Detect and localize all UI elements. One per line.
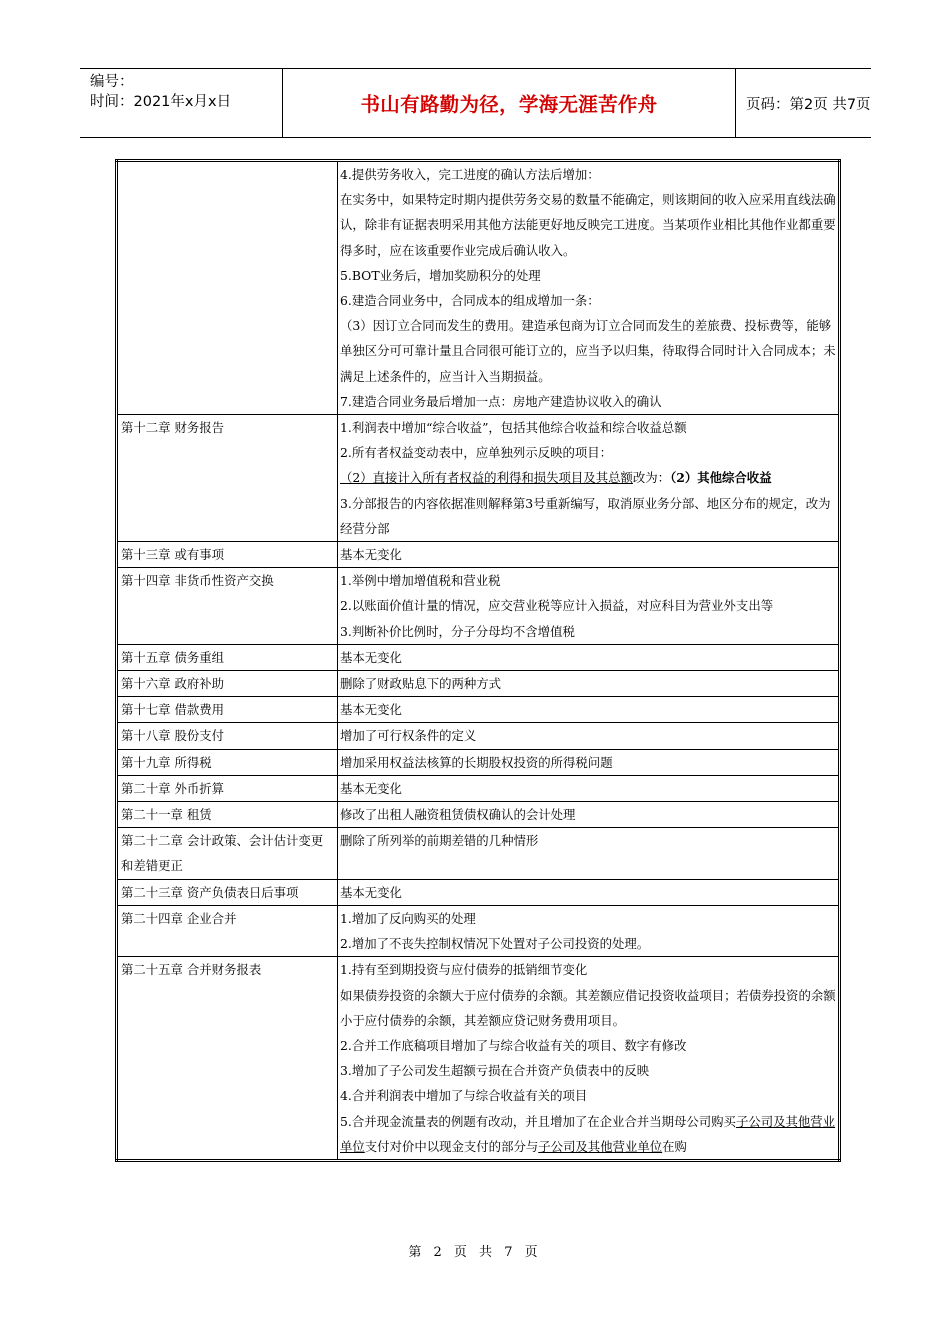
underlined-text: 子公司及其他营业单位 (538, 1138, 663, 1154)
table-row (117, 749, 840, 775)
plain-text: 支付对价中以现金支付的部分与 (364, 1138, 539, 1154)
content-cell (338, 957, 840, 1161)
content-line: （3）因订立合同而发生的费用。建造承包商为订立合同而发生的差旅费、投标费等，能够单独区分可可靠计量且合同很可能订立的，应当予以归集，待取得合同时计入合同成本；未满足上述条件的，应当计入当期损益。 (340, 318, 836, 384)
content-line: 2.以账面价值计量的情况，应交营业税等应计入损益，对应科目为营业外支出等 (340, 598, 774, 614)
content-line: 2.合并工作底稿项目增加了与综合收益有关的项目、数字有修改 (340, 1037, 687, 1053)
chapter-cell: 第十八章 股份支付 (117, 723, 338, 749)
table-row (117, 697, 840, 723)
table-row (117, 775, 840, 801)
content-line: 7.建造合同业务最后增加一点：房地产建造协议收入的确认 (340, 393, 662, 409)
content-cell (338, 415, 840, 542)
content-cell: 删除了财政贴息下的两种方式 (338, 671, 840, 697)
underlined-text: 子公司及其他营业单位 (340, 1113, 836, 1154)
content-cell: 增加采用权益法核算的长期股权投资的所得税问题 (338, 749, 840, 775)
chapter-cell: 第二十章 外币折算 (117, 775, 338, 801)
content-cell: 删除了所列举的前期差错的几种情形 (338, 828, 840, 879)
chapter-cell: 第十三章 或有事项 (117, 542, 338, 568)
chapter-cell: 第二十三章 资产负债表日后事项 (117, 879, 338, 905)
chapter-cell: 第二十四章 企业合并 (117, 905, 338, 956)
content-line: 如果债券投资的余额大于应付债券的余额。其差额应借记投资收益项目；若债券投资的余额小于应付债券的余额，其差额应贷记财务费用项目。 (340, 987, 836, 1028)
content-cell: 增加了可行权条件的定义 (338, 723, 840, 749)
content-line: 2.所有者权益变动表中，应单独列示反映的项目： (340, 445, 613, 461)
chapter-cell: 第十四章 非货币性资产交换 (117, 568, 338, 645)
table-row (117, 828, 840, 879)
content-line: 3.分部报告的内容依据准则解释第3号重新编写，取消原业务分部、地区分布的规定，改为经营分部 (340, 495, 831, 536)
content-line: 3.判断补价比例时，分子分母均不含增值税 (340, 623, 575, 639)
header-left-cell (80, 69, 282, 137)
content-line: 在实务中，如果特定时期内提供劳务交易的数量不能确定，则该期间的收入应采用直线法确认，除非有证据表明采用其他方法能更好地反映完工进度。当某项作业相比其他作业都重要得多时，应在该重要作业完成后确认收入。 (340, 192, 836, 258)
content-line: 4.合并利润表中增加了与综合收益有关的项目 (340, 1088, 588, 1104)
content-line: 6.建造合同业务中，合同成本的组成增加一条： (340, 293, 600, 309)
content-line: 4.提供劳务收入，完工进度的确认方法后增加： (340, 167, 600, 182)
content-line: 1.增加了反向购买的处理 (340, 910, 476, 926)
plain-text: 改为： (632, 470, 671, 486)
chapter-cell: 第二十二章 会计政策、会计估计变更和差错更正 (117, 828, 338, 879)
content-line: 1.举例中增加增值税和营业税 (340, 573, 501, 589)
table-row (117, 568, 840, 645)
table-row (117, 802, 840, 828)
content-line (340, 465, 836, 490)
table-row (117, 905, 840, 956)
content-line: 1.持有至到期投资与应付债券的抵销细节变化 (340, 962, 588, 978)
underlined-text: （2）直接计入所有者权益的利得和损失项目及其总额 (340, 470, 633, 486)
table-row (117, 879, 840, 905)
changes-table (115, 159, 841, 1162)
table-row (117, 957, 840, 1161)
content-line: 5.BOT业务后，增加奖励积分的处理 (340, 267, 541, 283)
chapter-cell: 第十九章 所得税 (117, 749, 338, 775)
chapter-cell (117, 161, 338, 415)
content-cell (338, 568, 840, 645)
content-line: 3.增加了子公司发生超额亏损在合并资产负债表中的反映 (340, 1063, 650, 1079)
page-footer: 第 2 页 共 7 页 (408, 1245, 542, 1260)
content-cell: 基本无变化 (338, 879, 840, 905)
header-page-info: 页码：第2页 共7页 (746, 96, 871, 113)
page-header (80, 68, 871, 138)
table-row (117, 542, 840, 568)
chapter-cell: 第十七章 借款费用 (117, 697, 338, 723)
table-row (117, 415, 840, 542)
plain-text: 5.合并现金流量表的例题有改动，并且增加了在企业合并当期母公司购买 (340, 1113, 736, 1129)
header-motto: 书山有路勤为径，学海无涯苦作舟 (360, 93, 658, 116)
content-cell (338, 161, 840, 415)
content-cell: 基本无变化 (338, 542, 840, 568)
content-cell: 基本无变化 (338, 775, 840, 801)
table-row (117, 644, 840, 670)
content-line: 1.利润表中增加“综合收益”，包括其他综合收益和综合收益总额 (340, 420, 687, 436)
header-motto-cell (282, 69, 736, 137)
plain-text: 在购 (662, 1138, 687, 1154)
document-number-label: 编号： (90, 74, 134, 90)
content-cell: 修改了出租人融资租赁债权确认的会计处理 (338, 802, 840, 828)
content-line: 2.增加了不丧失控制权情况下处置对子公司投资的处理。 (340, 936, 650, 952)
bold-text: （2）其他综合收益 (670, 470, 772, 486)
content-cell: 基本无变化 (338, 697, 840, 723)
table-row (117, 671, 840, 697)
chapter-cell: 第二十五章 合并财务报表 (117, 957, 338, 1161)
document-date: 时间：2021年x月x日 (90, 94, 232, 110)
table-row (117, 723, 840, 749)
table-row (117, 161, 840, 415)
content-cell: 基本无变化 (338, 644, 840, 670)
chapter-cell: 第十六章 政府补助 (117, 671, 338, 697)
chapter-cell: 第二十一章 租赁 (117, 802, 338, 828)
chapter-cell: 第十二章 财务报告 (117, 415, 338, 542)
content-cell (338, 905, 840, 956)
chapter-cell: 第十五章 债务重组 (117, 644, 338, 670)
content-line (340, 1109, 836, 1159)
